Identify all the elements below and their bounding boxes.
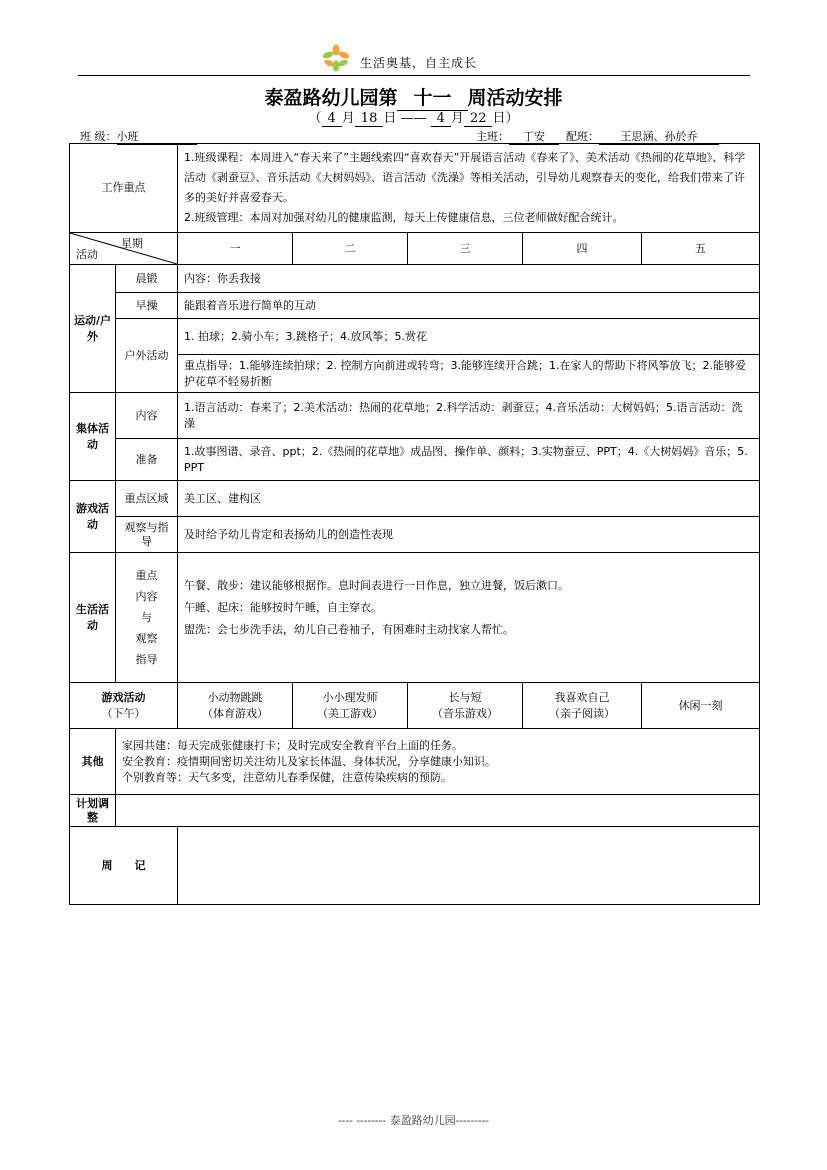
game-item-type: （亲子阅读） (549, 706, 615, 720)
month-char: 月 (341, 111, 355, 126)
morning-exercise-label: 晨锻 (116, 265, 178, 293)
plan-row (70, 795, 760, 827)
game-guide-label: 观察与指导 (116, 517, 178, 553)
game-item-type: （体育游戏） (202, 706, 268, 720)
game-item-name: 小动物跳跳 (207, 690, 263, 704)
title-week-number: 十一 (397, 83, 467, 111)
sports-morning-row (70, 265, 760, 293)
life-line: 盥洗：会七步洗手法，幼儿自己卷袖子，有困难时主动找家人帮忙。 (184, 623, 514, 636)
activity-label: 活动 (76, 248, 98, 261)
other-line: 家园共建：每天完成张健康打卡；及时完成安全教育平台上面的任务。 (122, 738, 463, 752)
title-prefix: 泰盈路幼儿园第 (264, 87, 398, 109)
life-line: 午餐、散步：建议能够根据作。息时间表进行一日作息，独立进餐，饭后漱口。 (184, 579, 569, 592)
afternoon-game-item (408, 683, 523, 729)
game-item-name: 小小理发师 (322, 690, 378, 704)
afternoon-game-item (178, 683, 293, 729)
sports-section-label: 运动/户外 (70, 265, 116, 393)
life-sub-label (116, 553, 178, 683)
page-footer: ---- -------- 泰盈路幼儿园--------- (337, 1114, 490, 1127)
morning-exercise-content: 内容：你丢我接 (178, 265, 760, 293)
weekday-label: 星期 (121, 237, 143, 250)
life-sub-label-line: 与 (141, 611, 152, 624)
life-sub-label-line: 指导 (135, 653, 158, 666)
header-divider (78, 75, 750, 76)
month-char: 月 (450, 111, 464, 126)
other-line: 个别教育等：天气多变，注意幼儿春季保健，注意传染疾病的预防。 (122, 770, 452, 784)
life-content (178, 553, 760, 683)
game-area-text: 美工区、建构区 (178, 481, 760, 517)
date-dash: —— (400, 111, 427, 126)
sports-exercise-row (70, 293, 760, 319)
end-month: 4 (431, 111, 451, 127)
afternoon-game-sub: （下午） (101, 706, 146, 720)
afternoon-game-item (293, 683, 408, 729)
other-row (70, 729, 760, 795)
work-focus-label: 工作重点 (70, 144, 178, 233)
day-char: 日） (492, 111, 519, 126)
life-section-label: 生活活动 (70, 553, 116, 683)
game-item-name: 我喜欢自己 (554, 690, 610, 704)
class-value: 小班 (117, 128, 197, 145)
lead-teacher-label: 主班： (476, 130, 509, 143)
start-month: 4 (322, 111, 342, 127)
date-range (0, 107, 827, 127)
end-day: 22 (464, 111, 493, 127)
group-content-text: 1.语言活动：春来了；2.美术活动：热闹的花草地；2.科学活动：剥蚕豆；4.音乐活动：大树妈妈；5.语言活动：洗澡 (178, 393, 760, 439)
game-area-row (70, 481, 760, 517)
work-focus-row (70, 144, 760, 233)
work-focus-line: 2.班级管理：本周对加强对幼儿的健康监测，每天上传健康信息，三位老师做好配合统计。 (184, 211, 624, 224)
header-slogan: 生活奥基，自主成长 (360, 56, 478, 70)
weekly-note-label: 周 记 (70, 827, 178, 905)
game-item-name: 长与短 (448, 690, 482, 704)
weekday-mon: 一 (178, 233, 293, 265)
sports-outdoor-row (70, 319, 760, 355)
afternoon-game-item (523, 683, 642, 729)
assist-teacher-label: 配班： (566, 130, 599, 143)
afternoon-game-title: 游戏活动 (101, 690, 146, 704)
game-section-label: 游戏活动 (70, 481, 116, 553)
group-content-row (70, 393, 760, 439)
weekday-tue: 二 (293, 233, 408, 265)
plan-content (116, 795, 760, 827)
weekly-note-content (178, 827, 760, 905)
plan-label: 计划调整 (70, 795, 116, 827)
weekday-diagonal-cell (70, 233, 178, 265)
game-guide-text: 及时给予幼儿肯定和表扬幼儿的创造性表现 (178, 517, 760, 553)
game-guide-row (70, 517, 760, 553)
group-prep-row (70, 439, 760, 481)
morning-drill-content: 能跟着音乐进行简单的互动 (178, 293, 760, 319)
lead-teacher-value: 丁安 (509, 128, 559, 145)
assist-teacher-value: 王思涵、孙於乔 (599, 128, 719, 145)
outdoor-key-guidance: 重点指导：1.能够连续拍球；2. 控制方向前进或转弯；3.能够连续开合跳；1.在家人的帮助下将风筝放飞；2.能够爱护花草不轻易折断 (178, 355, 760, 393)
afternoon-game-row (70, 683, 760, 729)
weekly-schedule-table (69, 143, 760, 905)
outdoor-activity-content: 1. 拍球；2.骑小车；3.跳格子；4.放风筝；5.赏花 (178, 319, 760, 355)
outdoor-activity-label: 户外活动 (116, 319, 178, 393)
game-area-label: 重点区域 (116, 481, 178, 517)
class-label: 班 级： (80, 130, 117, 143)
weekday-wed: 三 (408, 233, 523, 265)
life-sub-label-line: 重点 (135, 569, 158, 582)
group-prep-label: 准备 (116, 439, 178, 481)
start-day: 18 (355, 111, 384, 127)
weekday-header-row (70, 233, 760, 265)
group-content-label: 内容 (116, 393, 178, 439)
weekday-fri: 五 (642, 233, 760, 265)
afternoon-game-item: 休闲一刻 (642, 683, 760, 729)
group-section-label: 集体活动 (70, 393, 116, 481)
life-sub-label-line: 观察 (135, 632, 158, 645)
life-sub-label-line: 内容 (135, 590, 158, 603)
title-suffix: 周活动安排 (467, 87, 563, 109)
life-line: 午睡、起床：能够按时午睡，自主穿衣。 (184, 601, 382, 614)
game-item-type: （音乐游戏） (432, 706, 498, 720)
game-item-type: （美工游戏） (317, 706, 383, 720)
weekday-thu: 四 (523, 233, 642, 265)
afternoon-game-label (70, 683, 178, 729)
flower-logo-icon (322, 44, 350, 72)
other-section-label: 其他 (70, 729, 116, 795)
other-content (116, 729, 760, 795)
other-line: 安全教育：疫情期间密切关注幼儿及家长体温、身体状况，分享健康小知识。 (122, 754, 496, 768)
work-focus-line: 1.班级课程：本周进入“春天来了”主题线索四“喜欢春天”开展语言活动《春来了》、美术活动《热闹的花草地》、科学活动《剥蚕豆》、音乐活动《大树妈妈》、语言活动《洗澡》等相关活动，引导幼儿观察春天的变化，给我们带来了许多的美好并喜爱春天。 (184, 151, 746, 204)
weekly-note-row (70, 827, 760, 905)
group-prep-text: 1.故事图谱、录音、ppt；2.《热闹的花草地》成品图、操作单、颜料；3.实物蚕豆、PPT；4.《大树妈妈》音乐；5. PPT (178, 439, 760, 481)
date-open: （ (308, 111, 322, 126)
work-focus-content (178, 144, 760, 233)
morning-drill-label: 早操 (116, 293, 178, 319)
day-char: 日 (383, 111, 397, 126)
life-row (70, 553, 760, 683)
